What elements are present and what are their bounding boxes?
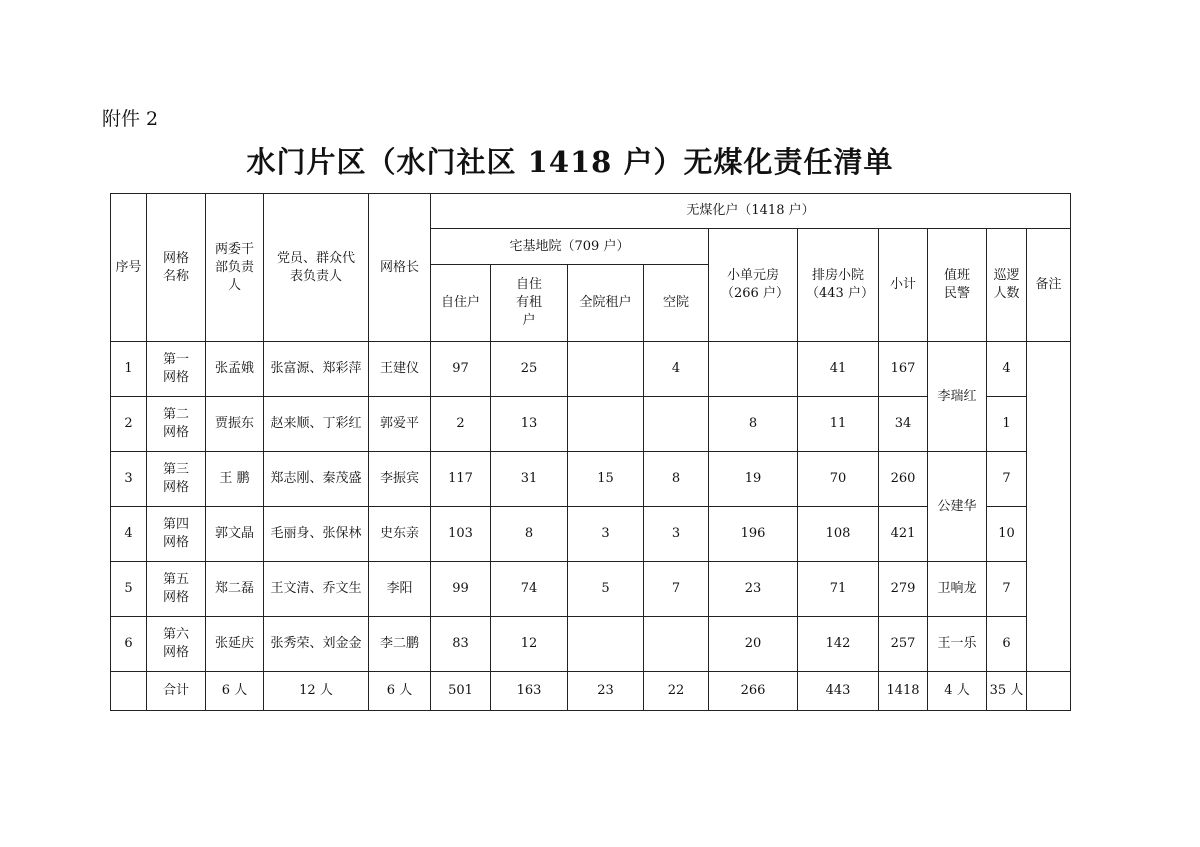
cell-rep: 毛丽身、张保林 bbox=[264, 507, 369, 562]
cell-row-house: 41 bbox=[798, 342, 879, 397]
cell: 266 bbox=[709, 672, 798, 711]
cell-grid: 第四网格 bbox=[147, 507, 206, 562]
cell-self-rent: 25 bbox=[491, 342, 568, 397]
cell-row-house: 71 bbox=[798, 562, 879, 617]
cell: 6 人 bbox=[369, 672, 431, 711]
cell-rep: 赵来顺、丁彩红 bbox=[264, 397, 369, 452]
cell-full-rent: 15 bbox=[568, 452, 644, 507]
cell-self: 117 bbox=[431, 452, 491, 507]
cell: 22 bbox=[644, 672, 709, 711]
cell bbox=[1027, 672, 1071, 711]
table-row bbox=[111, 617, 1071, 672]
cell-full-rent bbox=[568, 342, 644, 397]
cell-row-house: 70 bbox=[798, 452, 879, 507]
cell: 35 人 bbox=[987, 672, 1027, 711]
cell-apartment: 8 bbox=[709, 397, 798, 452]
cell-rep: 王文清、乔文生 bbox=[264, 562, 369, 617]
cell-subtotal: 34 bbox=[879, 397, 928, 452]
cell bbox=[111, 672, 147, 711]
cell-apartment bbox=[709, 342, 798, 397]
table-row bbox=[111, 562, 1071, 617]
cell: 合计 bbox=[147, 672, 206, 711]
attachment-label: 附件 2 bbox=[102, 108, 159, 130]
cell-police: 王一乐 bbox=[928, 617, 987, 672]
cell-head: 李二鹏 bbox=[369, 617, 431, 672]
cell-row-house: 142 bbox=[798, 617, 879, 672]
cell-head: 史东亲 bbox=[369, 507, 431, 562]
cell-seq: 2 bbox=[111, 397, 147, 452]
header-self-rent: 自住有租户 bbox=[491, 265, 568, 342]
cell-full-rent bbox=[568, 617, 644, 672]
cell-patrol: 6 bbox=[987, 617, 1027, 672]
cell-empty bbox=[644, 617, 709, 672]
cell: 1418 bbox=[879, 672, 928, 711]
cell-seq: 6 bbox=[111, 617, 147, 672]
page-title: 水门片区（水门社区 1418 户）无煤化责任清单 bbox=[246, 145, 894, 179]
cell-rep: 张富源、郑彩萍 bbox=[264, 342, 369, 397]
cell-remark bbox=[1027, 342, 1071, 672]
cell: 4 人 bbox=[928, 672, 987, 711]
cell-subtotal: 257 bbox=[879, 617, 928, 672]
header-grid-name: 网格名称 bbox=[147, 194, 206, 342]
cell-head: 郭爱平 bbox=[369, 397, 431, 452]
cell-self: 2 bbox=[431, 397, 491, 452]
cell-row-house: 108 bbox=[798, 507, 879, 562]
cell-empty: 3 bbox=[644, 507, 709, 562]
cell-cadre: 张孟娥 bbox=[206, 342, 264, 397]
cell-police: 卫响龙 bbox=[928, 562, 987, 617]
cell-apartment: 19 bbox=[709, 452, 798, 507]
cell-cadre: 贾振东 bbox=[206, 397, 264, 452]
cell: 12 人 bbox=[264, 672, 369, 711]
cell-empty: 4 bbox=[644, 342, 709, 397]
table-row bbox=[111, 452, 1071, 507]
cell-police: 李瑞红 bbox=[928, 342, 987, 452]
cell-patrol: 7 bbox=[987, 562, 1027, 617]
header-households: 无煤化户（1418 户） bbox=[431, 194, 1071, 229]
cell-self-rent: 74 bbox=[491, 562, 568, 617]
cell-patrol: 7 bbox=[987, 452, 1027, 507]
cell-cadre: 张延庆 bbox=[206, 617, 264, 672]
cell-grid: 第三网格 bbox=[147, 452, 206, 507]
table-row bbox=[111, 342, 1071, 397]
cell-patrol: 4 bbox=[987, 342, 1027, 397]
header-rep: 党员、群众代表负责人 bbox=[264, 194, 369, 342]
cell-grid: 第五网格 bbox=[147, 562, 206, 617]
cell-empty: 7 bbox=[644, 562, 709, 617]
cell-subtotal: 421 bbox=[879, 507, 928, 562]
cell-self: 103 bbox=[431, 507, 491, 562]
cell-head: 王建仪 bbox=[369, 342, 431, 397]
table-row bbox=[111, 397, 1071, 452]
header-police: 值班民警 bbox=[928, 229, 987, 342]
table-row bbox=[111, 507, 1071, 562]
cell-seq: 3 bbox=[111, 452, 147, 507]
cell-full-rent: 3 bbox=[568, 507, 644, 562]
cell-apartment: 20 bbox=[709, 617, 798, 672]
header-apartment: 小单元房（266 户） bbox=[709, 229, 798, 342]
total-row bbox=[111, 672, 1071, 711]
cell: 163 bbox=[491, 672, 568, 711]
header-subtotal: 小计 bbox=[879, 229, 928, 342]
cell-cadre: 王 鹏 bbox=[206, 452, 264, 507]
cell-cadre: 郑二磊 bbox=[206, 562, 264, 617]
cell-subtotal: 260 bbox=[879, 452, 928, 507]
cell-subtotal: 279 bbox=[879, 562, 928, 617]
cell-self-rent: 31 bbox=[491, 452, 568, 507]
cell-apartment: 23 bbox=[709, 562, 798, 617]
cell-rep: 郑志刚、秦茂盛 bbox=[264, 452, 369, 507]
cell: 443 bbox=[798, 672, 879, 711]
cell-full-rent: 5 bbox=[568, 562, 644, 617]
header-seq: 序号 bbox=[111, 194, 147, 342]
cell-self-rent: 13 bbox=[491, 397, 568, 452]
cell-row-house: 11 bbox=[798, 397, 879, 452]
cell-self: 99 bbox=[431, 562, 491, 617]
header-self: 自住户 bbox=[431, 265, 491, 342]
cell-self-rent: 8 bbox=[491, 507, 568, 562]
header-patrol: 巡逻人数 bbox=[987, 229, 1027, 342]
cell-grid: 第六网格 bbox=[147, 617, 206, 672]
cell: 6 人 bbox=[206, 672, 264, 711]
cell-grid: 第二网格 bbox=[147, 397, 206, 452]
cell: 501 bbox=[431, 672, 491, 711]
cell-seq: 4 bbox=[111, 507, 147, 562]
cell-full-rent bbox=[568, 397, 644, 452]
header-remark: 备注 bbox=[1027, 229, 1071, 342]
cell-apartment: 196 bbox=[709, 507, 798, 562]
header-row-house: 排房小院（443 户） bbox=[798, 229, 879, 342]
cell-rep: 张秀荣、刘金金 bbox=[264, 617, 369, 672]
header-homestead: 宅基地院（709 户） bbox=[431, 229, 709, 265]
responsibility-table bbox=[110, 193, 1071, 711]
cell-seq: 1 bbox=[111, 342, 147, 397]
cell-subtotal: 167 bbox=[879, 342, 928, 397]
cell-empty bbox=[644, 397, 709, 452]
cell-patrol: 10 bbox=[987, 507, 1027, 562]
cell-head: 李阳 bbox=[369, 562, 431, 617]
cell-self: 97 bbox=[431, 342, 491, 397]
header-full-rent: 全院租户 bbox=[568, 265, 644, 342]
header-cadre: 两委干部负责人 bbox=[206, 194, 264, 342]
cell-self-rent: 12 bbox=[491, 617, 568, 672]
cell-head: 李振宾 bbox=[369, 452, 431, 507]
cell: 23 bbox=[568, 672, 644, 711]
cell-empty: 8 bbox=[644, 452, 709, 507]
cell-grid: 第一网格 bbox=[147, 342, 206, 397]
cell-patrol: 1 bbox=[987, 397, 1027, 452]
header-grid-head: 网格长 bbox=[369, 194, 431, 342]
cell-cadre: 郭文晶 bbox=[206, 507, 264, 562]
cell-self: 83 bbox=[431, 617, 491, 672]
cell-police: 公建华 bbox=[928, 452, 987, 562]
cell-seq: 5 bbox=[111, 562, 147, 617]
header-empty: 空院 bbox=[644, 265, 709, 342]
